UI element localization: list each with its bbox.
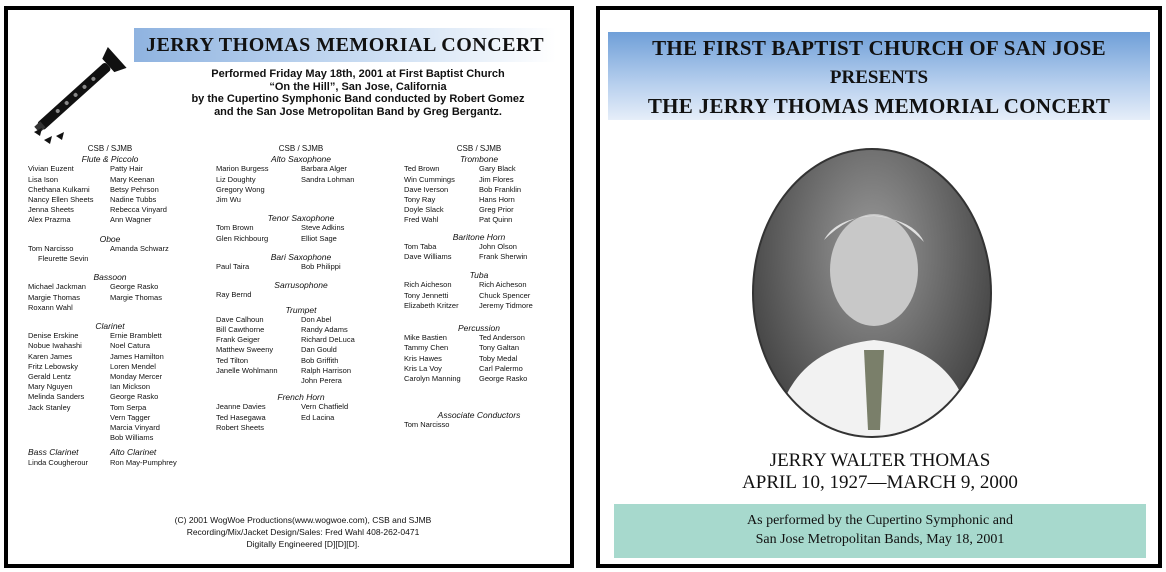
musician-name: Greg Prior <box>479 205 514 215</box>
roster-row <box>216 423 386 433</box>
musician-name: Melinda Sanders <box>28 392 85 402</box>
roster-row <box>216 356 386 366</box>
musician-name: Chuck Spencer <box>479 290 531 300</box>
musician-name: Jim Flores <box>479 174 514 184</box>
roster-row <box>28 403 192 413</box>
musician-name: Pat Quinn <box>479 215 513 225</box>
roster-row <box>216 315 386 325</box>
musician-name: Bob Franklin <box>479 184 522 194</box>
roster-row <box>28 195 192 205</box>
musician-name: Ted Brown <box>404 164 440 174</box>
musician-name: Noel Catura <box>110 341 151 351</box>
musician-name: Margie Thomas <box>110 292 162 302</box>
roster-row <box>216 335 386 345</box>
roster-row <box>216 234 386 244</box>
roster-column-3 <box>404 144 554 431</box>
roster-row <box>404 164 554 174</box>
musician-name <box>28 413 110 423</box>
roster-row <box>216 325 386 335</box>
section-title: Trombone <box>459 154 499 165</box>
musician-name: Ian Mickson <box>110 382 151 392</box>
musician-name: Ron May-Pumphrey <box>110 457 177 467</box>
musician-name: Robert Sheets <box>216 422 264 432</box>
musician-name: Kris La Voy <box>404 363 442 373</box>
section-title: French Horn <box>277 392 325 403</box>
roster-row <box>404 175 554 185</box>
section-title: Alto Saxophone <box>270 154 332 165</box>
musician-name: Carolyn Manning <box>404 374 461 384</box>
musician-name: Gary Black <box>479 164 516 174</box>
musician-name: Jeanne Davies <box>216 402 266 412</box>
musician-name: Liz Doughty <box>216 174 256 184</box>
roster-row <box>28 303 192 313</box>
roster-row <box>404 333 554 343</box>
musician-name: Tom Narcisso <box>28 243 74 253</box>
roster-row <box>216 262 386 272</box>
musician-name: George Rasko <box>110 392 159 402</box>
musician-name: Ernie Bramblett <box>110 331 162 341</box>
musician-name: Barbara Alger <box>301 164 347 174</box>
musician-name: Rich Aicheson <box>404 280 452 290</box>
musician-name: Mary Nguyen <box>28 382 73 392</box>
musician-name: Fleurette Sevin <box>38 254 89 264</box>
musician-name: Doyle Slack <box>404 205 444 215</box>
roster-row <box>28 331 192 341</box>
low-clarinet-section <box>28 447 110 467</box>
musician-name: Jenna Sheets <box>28 205 74 215</box>
musician-name: Ray Bernd <box>216 290 252 300</box>
roster-row <box>28 185 192 195</box>
musician-name: Elizabeth Kritzer <box>404 300 459 310</box>
musician-name: Bob Griffith <box>301 355 339 365</box>
musician-name: Carl Palermo <box>479 363 523 373</box>
roster-column-2 <box>216 144 386 433</box>
musician-name: Ed Lacina <box>301 412 335 422</box>
musician-name <box>301 195 386 205</box>
credit-line: (C) 2001 WogWoe Productions(www.wogwoe.com), CSB and SJMB <box>174 515 432 525</box>
musician-name: Win Cummings <box>404 174 455 184</box>
roster-row <box>404 252 554 262</box>
section-title: Sarrusophone <box>274 280 328 291</box>
roster-column-1 <box>28 144 192 468</box>
musician-name: Margie Thomas <box>28 292 80 302</box>
section-title: Tenor Saxophone <box>267 213 335 224</box>
column-header: CSB / SJMB <box>87 144 133 153</box>
section-title: Flute & Piccolo <box>81 154 139 165</box>
banner-concert: THE JERRY THOMAS MEMORIAL CONCERT <box>647 94 1111 118</box>
musician-name: Chethana Kulkarni <box>28 184 90 194</box>
musician-name: Fritz Lebowsky <box>28 361 79 371</box>
cover-banner <box>608 32 1150 120</box>
roster-row <box>28 413 192 423</box>
banner-church: THE FIRST BAPTIST CHURCH OF SAN JOSE <box>652 36 1106 60</box>
musician-name: Rich Aicheson <box>479 280 527 290</box>
roster-row <box>216 185 386 195</box>
section-title: Tuba <box>469 270 489 281</box>
credits <box>108 514 498 550</box>
roster-row <box>216 376 386 386</box>
musician-name <box>301 423 386 433</box>
musician-name: Mike Bastien <box>404 333 447 343</box>
honoree-name: JERRY WALTER THOMAS <box>769 450 991 471</box>
musician-name: Vern Chatfield <box>301 402 349 412</box>
roster-row <box>404 343 554 353</box>
info-line: Performed Friday May 18th, 2001 at First Baptist Church <box>211 68 505 80</box>
honoree-dates: APRIL 10, 1927—MARCH 9, 2000 <box>742 472 1018 493</box>
section-title: Alto Clarinet <box>110 447 157 458</box>
musician-name: John Perera <box>301 376 342 386</box>
musician-name: Kris Hawes <box>404 353 442 363</box>
section-title: Oboe <box>99 233 121 244</box>
banner-presents: PRESENTS <box>829 67 929 88</box>
column-header: CSB / SJMB <box>278 144 324 153</box>
roster-row <box>28 392 192 402</box>
musician-name: Richard DeLuca <box>301 335 355 345</box>
musician-name: Paul Taira <box>216 262 250 272</box>
musician-name: Jeremy Tidmore <box>479 300 533 310</box>
roster-row <box>28 341 192 351</box>
roster-row <box>28 362 192 372</box>
roster-row <box>28 352 192 362</box>
credit-line: Recording/Mix/Jacket Design/Sales: Fred Wahl 408-262-0471 <box>186 527 420 537</box>
musician-name <box>28 423 110 433</box>
portrait-photo <box>752 148 992 438</box>
musician-name: Dave Williams <box>404 252 452 262</box>
roster-row <box>216 402 386 412</box>
roster-row <box>28 293 192 303</box>
column-header: CSB / SJMB <box>456 144 502 153</box>
musician-name: Marcia Vinyard <box>110 423 160 433</box>
musician-name: Tom Narcisso <box>404 420 450 430</box>
roster-row <box>28 372 192 382</box>
info-line: “On the Hill”, San Jose, California <box>269 80 447 93</box>
roster-row <box>404 215 554 225</box>
musician-name: Gregory Wong <box>216 184 265 194</box>
roster-row <box>404 195 554 205</box>
roster-row <box>404 301 554 311</box>
roster-row <box>216 195 386 205</box>
musician-name: Betsy Pehrson <box>110 184 159 194</box>
musician-name: Bill Cawthorne <box>216 325 265 335</box>
roster-row <box>404 280 554 290</box>
musician-name: Ted Hasegawa <box>216 412 266 422</box>
musician-name: Hans Horn <box>479 195 515 205</box>
roster-row <box>404 364 554 374</box>
musician-name: Loren Mendel <box>110 361 156 371</box>
section-title: Trumpet <box>285 304 317 315</box>
roster-row <box>216 164 386 174</box>
musician-name: Janelle Wohlmann <box>216 365 278 375</box>
roster-row <box>28 215 192 225</box>
section-title: Percussion <box>457 323 501 334</box>
credit-line: Digitally Engineered [D][D][D]. <box>246 539 360 549</box>
musician-name: Glen Richbourg <box>216 233 269 243</box>
musician-name <box>110 303 192 313</box>
honoree-block <box>660 450 1100 494</box>
section-title: Clarinet <box>95 321 125 332</box>
musician-name: Frank Sherwin <box>479 252 528 262</box>
musician-name: Randy Adams <box>301 325 348 335</box>
musician-name: Alex Prazma <box>28 215 71 225</box>
musician-name: Ted Anderson <box>479 333 525 343</box>
musician-name: Nobue Iwahashi <box>28 341 82 351</box>
roster-row <box>28 205 192 215</box>
musician-name: John Olson <box>479 241 517 251</box>
musician-name: Nancy Ellen Sheets <box>28 195 94 205</box>
musician-name <box>28 433 110 443</box>
roster-row <box>216 223 386 233</box>
roster-row <box>404 185 554 195</box>
musician-name: Tony Galtan <box>479 343 520 353</box>
roster-row <box>404 374 554 384</box>
section-title: Bari Saxophone <box>270 251 332 262</box>
musician-name: Toby Medal <box>479 353 518 363</box>
musician-name: Nadine Tubbs <box>110 195 157 205</box>
roster-row <box>404 205 554 215</box>
musician-name: Tom Taba <box>404 241 437 251</box>
section-title: Associate Conductors <box>437 410 521 421</box>
musician-name: Amanda Schwarz <box>110 243 169 253</box>
low-clarinet-section <box>110 447 192 467</box>
roster-row <box>216 366 386 376</box>
roster-row <box>216 345 386 355</box>
musician-name: Tony Jennetti <box>404 290 449 300</box>
musician-name: Bob Williams <box>110 433 154 443</box>
musician-name: Dave Calhoun <box>216 314 264 324</box>
musician-name: Michael Jackman <box>28 282 86 292</box>
musician-name: Marion Burgess <box>216 164 269 174</box>
roster-row <box>28 423 192 433</box>
musician-name: Bob Philippi <box>301 262 341 272</box>
roster-row <box>28 433 192 443</box>
musician-name: Lisa Ison <box>28 174 59 184</box>
musician-name: Ralph Harrison <box>301 365 352 375</box>
musician-name: Don Abel <box>301 314 332 324</box>
musician-name: Jack Stanley <box>28 402 71 412</box>
musician-name: Patty Hair <box>110 164 143 174</box>
roster-row <box>404 242 554 252</box>
roster-row <box>28 175 192 185</box>
musician-name: Mary Keenan <box>110 174 155 184</box>
musician-name: George Rasko <box>479 374 528 384</box>
clarinet-icon <box>22 40 132 150</box>
musician-name: Frank Geiger <box>216 335 260 345</box>
musician-name <box>301 185 386 195</box>
musician-name: Matthew Sweeny <box>216 345 274 355</box>
info-line: and the San Jose Metropolitan Band by Greg Bergantz. <box>214 105 502 118</box>
musician-name: Fred Wahl <box>404 215 439 225</box>
roster-row <box>28 244 192 254</box>
musician-name <box>216 376 301 386</box>
musician-name: Ted Tilton <box>216 355 249 365</box>
low-clarinets-row <box>28 447 192 467</box>
musician-name: Dan Gould <box>301 345 337 355</box>
program-title: JERRY THOMAS MEMORIAL CONCERT <box>134 28 556 62</box>
roster-row <box>28 282 192 292</box>
section-title: Bassoon <box>93 272 127 283</box>
musician-name: Karen James <box>28 351 73 361</box>
roster-row <box>216 413 386 423</box>
musician-name: Ann Wagner <box>110 215 152 225</box>
musician-name: Rebecca Vinyard <box>110 205 167 215</box>
concert-info <box>178 68 538 118</box>
musician-name: Denise Erskine <box>28 331 79 341</box>
performance-line-1: As performed by the Cupertino Symphonic and <box>747 513 1013 528</box>
section-title: Bass Clarinet <box>28 447 79 458</box>
musician-name: Vivian Euzent <box>28 164 74 174</box>
musician-name: Jim Wu <box>216 195 241 205</box>
performance-note <box>614 504 1146 558</box>
musician-name: Steve Adkins <box>301 223 345 233</box>
roster-row <box>216 175 386 185</box>
musician-name: Monday Mercer <box>110 372 163 382</box>
musician-name: Roxann Wahl <box>28 302 73 312</box>
musician-name: Tom Serpa <box>110 402 147 412</box>
roster-row <box>404 354 554 364</box>
musician-name: Elliot Sage <box>301 233 337 243</box>
musician-name: Gerald Lentz <box>28 372 71 382</box>
musician-name: Linda Cougherour <box>28 457 89 467</box>
musician-name: George Rasko <box>110 282 159 292</box>
musician-name: James Hamilton <box>110 351 164 361</box>
musician-name: Tony Ray <box>404 195 436 205</box>
musician-name: Vern Tagger <box>110 412 151 422</box>
cover-panel <box>596 6 1162 568</box>
musician-name: Tammy Chen <box>404 343 449 353</box>
section-title: Baritone Horn <box>452 231 506 242</box>
musician-name: Sandra Lohman <box>301 174 355 184</box>
info-line: by the Cupertino Symphonic Band conducted by Robert Gomez <box>191 93 525 105</box>
program-panel <box>4 6 574 568</box>
musician-name: Dave Iverson <box>404 184 449 194</box>
roster-row <box>28 382 192 392</box>
performance-line-2: San Jose Metropolitan Bands, May 18, 2001 <box>755 532 1005 547</box>
roster-row <box>28 164 192 174</box>
musician-name: Tom Brown <box>216 223 254 233</box>
roster-row <box>404 291 554 301</box>
